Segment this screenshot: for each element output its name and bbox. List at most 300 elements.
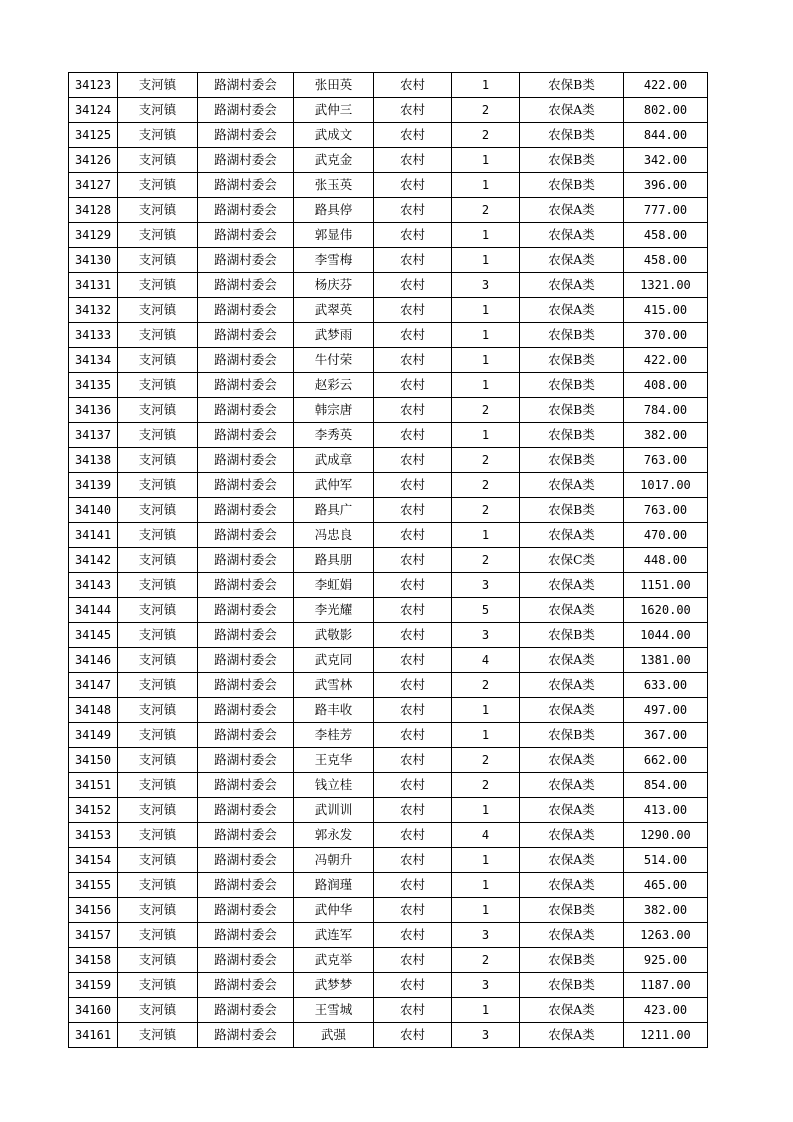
cell-insurance-type: 农保A类 [520,998,624,1023]
cell-village-committee: 路湖村委会 [198,423,294,448]
cell-record-id: 34128 [69,198,118,223]
cell-amount: 1211.00 [624,1023,708,1048]
table-row [69,323,708,348]
cell-amount: 925.00 [624,948,708,973]
table-row [69,948,708,973]
cell-area-type: 农村 [374,123,452,148]
cell-insurance-type: 农保B类 [520,623,624,648]
cell-name: 武翠英 [294,298,374,323]
cell-household-size: 1 [452,798,520,823]
cell-record-id: 34152 [69,798,118,823]
table-row [69,848,708,873]
cell-amount: 423.00 [624,998,708,1023]
cell-name: 武梦雨 [294,323,374,348]
table-row [69,548,708,573]
cell-amount: 465.00 [624,873,708,898]
cell-household-size: 2 [452,448,520,473]
cell-village-committee: 路湖村委会 [198,473,294,498]
cell-village-committee: 路湖村委会 [198,323,294,348]
table-row [69,348,708,373]
cell-village-committee: 路湖村委会 [198,523,294,548]
cell-insurance-type: 农保A类 [520,873,624,898]
cell-area-type: 农村 [374,598,452,623]
cell-amount: 1187.00 [624,973,708,998]
cell-amount: 458.00 [624,248,708,273]
cell-area-type: 农村 [374,548,452,573]
cell-name: 武克同 [294,648,374,673]
cell-area-type: 农村 [374,1023,452,1048]
cell-amount: 497.00 [624,698,708,723]
cell-household-size: 1 [452,173,520,198]
cell-town: 支河镇 [118,698,198,723]
cell-amount: 763.00 [624,448,708,473]
cell-record-id: 34125 [69,123,118,148]
cell-record-id: 34136 [69,398,118,423]
table-row [69,373,708,398]
cell-village-committee: 路湖村委会 [198,723,294,748]
cell-town: 支河镇 [118,1023,198,1048]
cell-insurance-type: 农保B类 [520,448,624,473]
cell-town: 支河镇 [118,123,198,148]
cell-village-committee: 路湖村委会 [198,923,294,948]
cell-insurance-type: 农保A类 [520,598,624,623]
cell-name: 武梦梦 [294,973,374,998]
cell-record-id: 34154 [69,848,118,873]
cell-insurance-type: 农保B类 [520,173,624,198]
cell-record-id: 34139 [69,473,118,498]
cell-amount: 382.00 [624,423,708,448]
cell-amount: 415.00 [624,298,708,323]
cell-town: 支河镇 [118,823,198,848]
cell-amount: 1017.00 [624,473,708,498]
cell-insurance-type: 农保A类 [520,798,624,823]
cell-insurance-type: 农保A类 [520,698,624,723]
cell-household-size: 1 [452,73,520,98]
cell-record-id: 34123 [69,73,118,98]
cell-insurance-type: 农保A类 [520,248,624,273]
cell-record-id: 34157 [69,923,118,948]
cell-town: 支河镇 [118,773,198,798]
cell-household-size: 1 [452,148,520,173]
cell-insurance-type: 农保B类 [520,398,624,423]
cell-name: 武成章 [294,448,374,473]
cell-household-size: 2 [452,948,520,973]
cell-village-committee: 路湖村委会 [198,73,294,98]
cell-insurance-type: 农保A类 [520,773,624,798]
cell-amount: 448.00 [624,548,708,573]
table-row [69,723,708,748]
cell-town: 支河镇 [118,98,198,123]
cell-household-size: 3 [452,923,520,948]
cell-household-size: 2 [452,198,520,223]
cell-insurance-type: 农保B类 [520,373,624,398]
cell-record-id: 34153 [69,823,118,848]
cell-record-id: 34146 [69,648,118,673]
table-row [69,498,708,523]
cell-area-type: 农村 [374,948,452,973]
cell-record-id: 34144 [69,598,118,623]
cell-town: 支河镇 [118,923,198,948]
cell-town: 支河镇 [118,373,198,398]
table-row [69,623,708,648]
cell-record-id: 34160 [69,998,118,1023]
table-row [69,198,708,223]
cell-amount: 662.00 [624,748,708,773]
cell-household-size: 1 [452,898,520,923]
cell-name: 武仲华 [294,898,374,923]
cell-name: 王雪城 [294,998,374,1023]
table-row [69,73,708,98]
cell-household-size: 4 [452,648,520,673]
cell-town: 支河镇 [118,998,198,1023]
cell-name: 张田英 [294,73,374,98]
cell-household-size: 5 [452,598,520,623]
table-row [69,523,708,548]
cell-record-id: 34156 [69,898,118,923]
cell-amount: 367.00 [624,723,708,748]
cell-town: 支河镇 [118,173,198,198]
cell-town: 支河镇 [118,598,198,623]
table-row [69,698,708,723]
cell-area-type: 农村 [374,773,452,798]
cell-insurance-type: 农保A类 [520,273,624,298]
cell-amount: 777.00 [624,198,708,223]
cell-name: 韩宗唐 [294,398,374,423]
cell-household-size: 1 [452,348,520,373]
cell-village-committee: 路湖村委会 [198,223,294,248]
cell-town: 支河镇 [118,548,198,573]
table-row [69,873,708,898]
cell-village-committee: 路湖村委会 [198,248,294,273]
cell-insurance-type: 农保B类 [520,323,624,348]
cell-insurance-type: 农保A类 [520,923,624,948]
cell-amount: 382.00 [624,898,708,923]
cell-name: 钱立桂 [294,773,374,798]
cell-town: 支河镇 [118,948,198,973]
cell-village-committee: 路湖村委会 [198,798,294,823]
cell-village-committee: 路湖村委会 [198,573,294,598]
cell-household-size: 2 [452,123,520,148]
cell-town: 支河镇 [118,198,198,223]
cell-household-size: 3 [452,273,520,298]
cell-name: 路具朋 [294,548,374,573]
cell-amount: 763.00 [624,498,708,523]
cell-area-type: 农村 [374,798,452,823]
cell-household-size: 1 [452,373,520,398]
cell-insurance-type: 农保B类 [520,73,624,98]
cell-area-type: 农村 [374,423,452,448]
cell-village-committee: 路湖村委会 [198,848,294,873]
cell-household-size: 2 [452,773,520,798]
cell-area-type: 农村 [374,148,452,173]
cell-household-size: 4 [452,823,520,848]
cell-amount: 633.00 [624,673,708,698]
cell-area-type: 农村 [374,923,452,948]
cell-town: 支河镇 [118,323,198,348]
cell-village-committee: 路湖村委会 [198,298,294,323]
cell-record-id: 34130 [69,248,118,273]
table-row [69,298,708,323]
cell-record-id: 34147 [69,673,118,698]
table-row [69,1023,708,1048]
cell-area-type: 农村 [374,498,452,523]
table-row [69,223,708,248]
cell-village-committee: 路湖村委会 [198,123,294,148]
cell-household-size: 1 [452,248,520,273]
cell-amount: 408.00 [624,373,708,398]
cell-village-committee: 路湖村委会 [198,648,294,673]
cell-name: 郭显伟 [294,223,374,248]
cell-name: 李虹娟 [294,573,374,598]
cell-amount: 1620.00 [624,598,708,623]
cell-village-committee: 路湖村委会 [198,973,294,998]
cell-name: 李雪梅 [294,248,374,273]
cell-amount: 470.00 [624,523,708,548]
data-table [68,72,708,1048]
table-row [69,98,708,123]
cell-insurance-type: 农保B类 [520,423,624,448]
cell-record-id: 34141 [69,523,118,548]
table-row [69,673,708,698]
cell-name: 武成文 [294,123,374,148]
cell-insurance-type: 农保A类 [520,748,624,773]
table-row [69,398,708,423]
cell-town: 支河镇 [118,448,198,473]
cell-insurance-type: 农保A类 [520,473,624,498]
cell-area-type: 农村 [374,623,452,648]
cell-town: 支河镇 [118,798,198,823]
cell-town: 支河镇 [118,673,198,698]
cell-amount: 1321.00 [624,273,708,298]
cell-household-size: 1 [452,873,520,898]
cell-name: 杨庆芬 [294,273,374,298]
cell-area-type: 农村 [374,323,452,348]
cell-village-committee: 路湖村委会 [198,348,294,373]
cell-record-id: 34142 [69,548,118,573]
cell-amount: 422.00 [624,348,708,373]
cell-village-committee: 路湖村委会 [198,873,294,898]
cell-household-size: 2 [452,98,520,123]
cell-name: 李秀英 [294,423,374,448]
cell-area-type: 农村 [374,848,452,873]
cell-area-type: 农村 [374,223,452,248]
cell-insurance-type: 农保A类 [520,648,624,673]
table-row [69,648,708,673]
cell-record-id: 34151 [69,773,118,798]
table-row [69,998,708,1023]
cell-amount: 1263.00 [624,923,708,948]
cell-household-size: 1 [452,523,520,548]
cell-village-committee: 路湖村委会 [198,748,294,773]
cell-town: 支河镇 [118,523,198,548]
cell-household-size: 2 [452,398,520,423]
cell-town: 支河镇 [118,748,198,773]
cell-town: 支河镇 [118,498,198,523]
cell-area-type: 农村 [374,273,452,298]
cell-insurance-type: 农保A类 [520,198,624,223]
cell-insurance-type: 农保A类 [520,523,624,548]
cell-area-type: 农村 [374,298,452,323]
cell-name: 赵彩云 [294,373,374,398]
table-row [69,448,708,473]
cell-insurance-type: 农保A类 [520,823,624,848]
cell-record-id: 34126 [69,148,118,173]
cell-village-committee: 路湖村委会 [198,373,294,398]
cell-name: 路具停 [294,198,374,223]
cell-household-size: 1 [452,998,520,1023]
cell-insurance-type: 农保C类 [520,548,624,573]
cell-village-committee: 路湖村委会 [198,548,294,573]
cell-village-committee: 路湖村委会 [198,198,294,223]
table-row [69,898,708,923]
cell-amount: 854.00 [624,773,708,798]
cell-name: 郭永发 [294,823,374,848]
cell-record-id: 34155 [69,873,118,898]
cell-name: 路具广 [294,498,374,523]
cell-insurance-type: 农保B类 [520,898,624,923]
cell-amount: 370.00 [624,323,708,348]
cell-insurance-type: 农保B类 [520,498,624,523]
cell-record-id: 34137 [69,423,118,448]
cell-name: 路润瑾 [294,873,374,898]
cell-village-committee: 路湖村委会 [198,673,294,698]
cell-area-type: 农村 [374,98,452,123]
cell-record-id: 34148 [69,698,118,723]
cell-amount: 342.00 [624,148,708,173]
cell-amount: 1381.00 [624,648,708,673]
table-row [69,598,708,623]
cell-town: 支河镇 [118,348,198,373]
cell-household-size: 1 [452,223,520,248]
cell-amount: 1044.00 [624,623,708,648]
table-row [69,573,708,598]
cell-town: 支河镇 [118,873,198,898]
cell-area-type: 农村 [374,173,452,198]
cell-name: 李光耀 [294,598,374,623]
cell-insurance-type: 农保A类 [520,1023,624,1048]
cell-town: 支河镇 [118,148,198,173]
cell-village-committee: 路湖村委会 [198,948,294,973]
cell-area-type: 农村 [374,898,452,923]
cell-insurance-type: 农保B类 [520,973,624,998]
cell-town: 支河镇 [118,423,198,448]
cell-record-id: 34149 [69,723,118,748]
cell-town: 支河镇 [118,273,198,298]
cell-record-id: 34127 [69,173,118,198]
cell-insurance-type: 农保A类 [520,98,624,123]
cell-town: 支河镇 [118,398,198,423]
cell-amount: 514.00 [624,848,708,873]
cell-record-id: 34124 [69,98,118,123]
cell-record-id: 34132 [69,298,118,323]
cell-area-type: 农村 [374,523,452,548]
cell-area-type: 农村 [374,348,452,373]
cell-amount: 396.00 [624,173,708,198]
cell-amount: 1290.00 [624,823,708,848]
table-row [69,473,708,498]
cell-town: 支河镇 [118,623,198,648]
cell-insurance-type: 农保B类 [520,148,624,173]
cell-name: 冯朝升 [294,848,374,873]
table-row [69,173,708,198]
cell-village-committee: 路湖村委会 [198,698,294,723]
cell-name: 牛付荣 [294,348,374,373]
cell-household-size: 1 [452,423,520,448]
cell-name: 武仲三 [294,98,374,123]
cell-record-id: 34129 [69,223,118,248]
cell-area-type: 农村 [374,448,452,473]
cell-household-size: 2 [452,748,520,773]
cell-insurance-type: 农保A类 [520,298,624,323]
cell-insurance-type: 农保B类 [520,348,624,373]
cell-town: 支河镇 [118,848,198,873]
cell-insurance-type: 农保B类 [520,123,624,148]
cell-insurance-type: 农保A类 [520,673,624,698]
cell-insurance-type: 农保A类 [520,223,624,248]
cell-town: 支河镇 [118,248,198,273]
cell-area-type: 农村 [374,723,452,748]
table-row [69,248,708,273]
cell-insurance-type: 农保B类 [520,948,624,973]
cell-area-type: 农村 [374,873,452,898]
cell-name: 武雪林 [294,673,374,698]
cell-record-id: 34140 [69,498,118,523]
cell-village-committee: 路湖村委会 [198,273,294,298]
cell-village-committee: 路湖村委会 [198,623,294,648]
cell-town: 支河镇 [118,648,198,673]
cell-town: 支河镇 [118,73,198,98]
cell-area-type: 农村 [374,73,452,98]
cell-amount: 422.00 [624,73,708,98]
cell-insurance-type: 农保B类 [520,723,624,748]
cell-name: 武训训 [294,798,374,823]
cell-household-size: 3 [452,573,520,598]
cell-area-type: 农村 [374,373,452,398]
table-row [69,798,708,823]
cell-village-committee: 路湖村委会 [198,448,294,473]
cell-town: 支河镇 [118,298,198,323]
cell-amount: 1151.00 [624,573,708,598]
cell-insurance-type: 农保A类 [520,573,624,598]
cell-household-size: 2 [452,548,520,573]
cell-household-size: 2 [452,473,520,498]
cell-area-type: 农村 [374,698,452,723]
cell-area-type: 农村 [374,648,452,673]
cell-area-type: 农村 [374,673,452,698]
cell-town: 支河镇 [118,973,198,998]
cell-record-id: 34138 [69,448,118,473]
cell-household-size: 1 [452,698,520,723]
cell-amount: 413.00 [624,798,708,823]
cell-town: 支河镇 [118,573,198,598]
cell-insurance-type: 农保A类 [520,848,624,873]
table-row [69,273,708,298]
cell-town: 支河镇 [118,223,198,248]
cell-area-type: 农村 [374,973,452,998]
cell-village-committee: 路湖村委会 [198,148,294,173]
cell-area-type: 农村 [374,823,452,848]
cell-village-committee: 路湖村委会 [198,823,294,848]
cell-name: 路丰收 [294,698,374,723]
table-row [69,423,708,448]
cell-name: 武克金 [294,148,374,173]
cell-village-committee: 路湖村委会 [198,1023,294,1048]
table-row [69,773,708,798]
table-body [69,73,708,1048]
cell-household-size: 3 [452,973,520,998]
cell-record-id: 34133 [69,323,118,348]
cell-area-type: 农村 [374,198,452,223]
